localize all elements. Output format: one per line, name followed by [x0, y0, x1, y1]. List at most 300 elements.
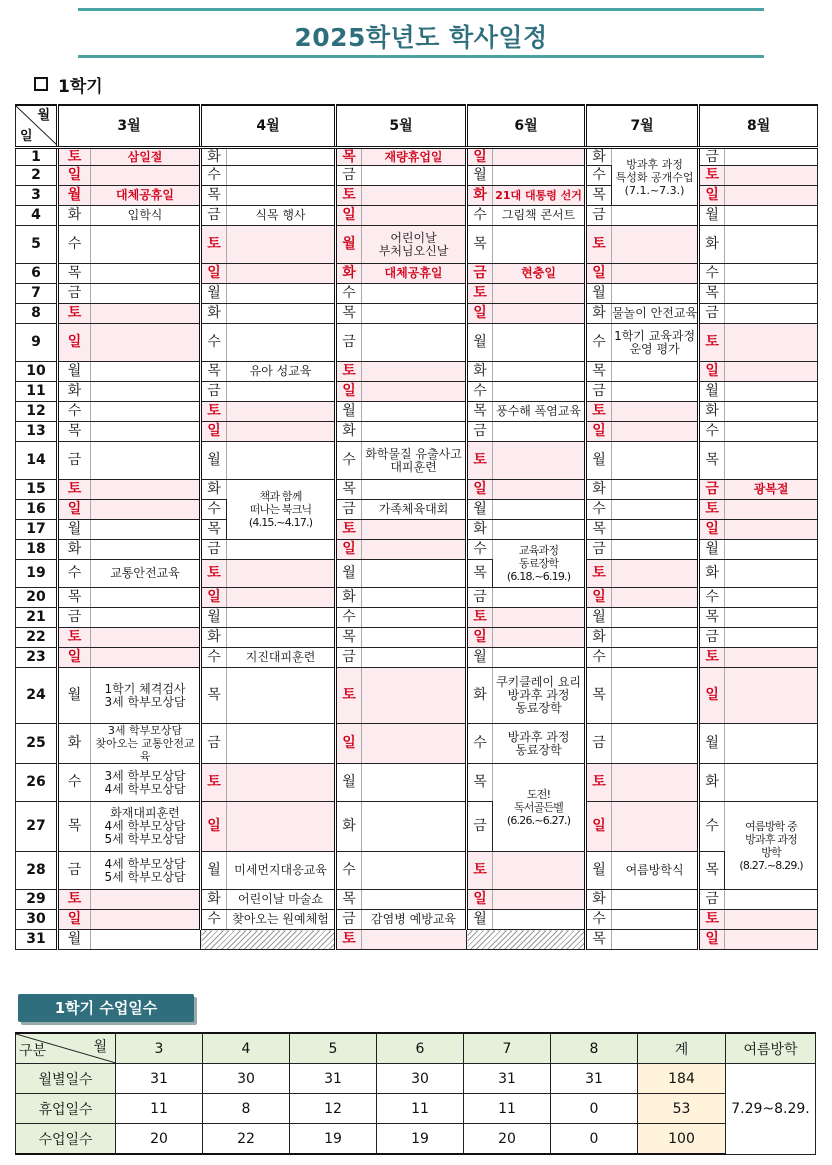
weekday-cell: 금	[336, 648, 362, 668]
weekday-cell: 토	[699, 500, 725, 520]
event-cell	[493, 324, 586, 362]
summary-cell: 19	[290, 1124, 377, 1155]
weekday-cell: 금	[467, 802, 493, 852]
event-cell: 입학식	[91, 206, 201, 226]
calendar-row	[16, 890, 818, 910]
weekday-cell: 화	[336, 422, 362, 442]
weekday-cell: 월	[58, 362, 91, 382]
weekday-cell: 토	[336, 930, 362, 950]
day-number: 12	[16, 402, 58, 422]
event-cell	[227, 764, 336, 802]
day-number: 6	[16, 264, 58, 284]
event-cell	[612, 608, 699, 628]
event-cell	[725, 166, 818, 186]
event-cell	[493, 500, 586, 520]
calendar-header-row	[16, 105, 818, 148]
summary-cell: 19	[377, 1124, 464, 1155]
weekday-cell: 목	[336, 628, 362, 648]
month-header-7: 7월	[586, 105, 699, 148]
event-cell	[493, 362, 586, 382]
weekday-cell: 금	[699, 890, 725, 910]
event-cell	[362, 304, 467, 324]
month-header-4: 4월	[201, 105, 336, 148]
event-cell	[362, 520, 467, 540]
day-number: 13	[16, 422, 58, 442]
weekday-cell: 금	[586, 206, 612, 226]
day-number: 16	[16, 500, 58, 520]
weekday-cell: 수	[336, 852, 362, 890]
event-cell	[493, 520, 586, 540]
weekday-cell: 일	[467, 628, 493, 648]
weekday-cell: 일	[699, 520, 725, 540]
weekday-cell: 일	[699, 668, 725, 724]
event-cell: 3세 학부모상담 4세 학부모상담	[91, 764, 201, 802]
event-cell	[612, 422, 699, 442]
weekday-cell: 수	[336, 608, 362, 628]
event-cell: 물놀이 안전교육	[612, 304, 699, 324]
event-cell	[91, 166, 201, 186]
weekday-cell: 목	[201, 520, 227, 540]
weekday-cell: 목	[467, 402, 493, 422]
weekday-cell: 토	[336, 520, 362, 540]
event-cell	[91, 324, 201, 362]
event-cell	[227, 166, 336, 186]
weekday-cell: 수	[58, 764, 91, 802]
weekday-cell: 화	[586, 148, 612, 166]
event-cell: 유아 성교육	[227, 362, 336, 382]
month-header-3: 3월	[58, 105, 201, 148]
calendar-row	[16, 764, 818, 802]
weekday-cell: 목	[699, 442, 725, 480]
weekday-cell: 금	[467, 422, 493, 442]
summary-cell: 31	[290, 1064, 377, 1094]
event-cell	[725, 520, 818, 540]
weekday-cell: 화	[699, 402, 725, 422]
event-cell	[612, 442, 699, 480]
weekday-cell: 금	[699, 628, 725, 648]
weekday-cell: 토	[201, 402, 227, 422]
weekday-cell: 목	[586, 520, 612, 540]
weekday-cell: 목	[58, 264, 91, 284]
event-cell	[493, 890, 586, 910]
day-number: 17	[16, 520, 58, 540]
weekday-cell: 월	[58, 930, 91, 950]
calendar-row	[16, 852, 818, 890]
weekday-cell: 화	[467, 668, 493, 724]
day-number: 11	[16, 382, 58, 402]
event-cell	[493, 628, 586, 648]
calendar-row	[16, 802, 818, 852]
event-cell: 찾아오는 원예체험	[227, 910, 336, 930]
academic-calendar-table	[15, 104, 818, 950]
summary-corner-right: 월	[93, 1039, 107, 1055]
event-cell: 미세먼지대응교육	[227, 852, 336, 890]
weekday-cell: 토	[586, 560, 612, 588]
weekday-cell: 금	[201, 724, 227, 764]
event-cell	[725, 910, 818, 930]
weekday-cell: 수	[586, 910, 612, 930]
event-cell	[227, 668, 336, 724]
event-cell: 1학기 교육과정 운영 평가	[612, 324, 699, 362]
weekday-cell: 일	[467, 148, 493, 166]
event-cell	[362, 852, 467, 890]
event-cell	[612, 724, 699, 764]
weekday-cell: 토	[336, 362, 362, 382]
summary-cell: 22	[203, 1124, 290, 1155]
calendar-row	[16, 500, 818, 520]
summary-total-header: 계	[638, 1033, 726, 1064]
weekday-cell: 토	[699, 166, 725, 186]
weekday-cell: 수	[336, 284, 362, 304]
summary-corner-left: 구분	[19, 1043, 47, 1059]
event-cell: 여름방학식	[612, 852, 699, 890]
event-cell: 방과후 과정 동료장학	[493, 724, 586, 764]
weekday-cell: 목	[586, 186, 612, 206]
event-cell: 가족체육대회	[362, 500, 467, 520]
weekday-cell: 월	[586, 442, 612, 480]
summary-cell: 31	[464, 1064, 551, 1094]
weekday-cell: 토	[586, 764, 612, 802]
weekday-cell: 수	[201, 910, 227, 930]
event-cell	[362, 206, 467, 226]
day-number: 30	[16, 910, 58, 930]
weekday-cell: 목	[201, 186, 227, 206]
event-cell: 재량휴업일	[362, 148, 467, 166]
day-number: 24	[16, 668, 58, 724]
summary-cell: 11	[116, 1094, 203, 1124]
weekday-cell: 일	[58, 910, 91, 930]
weekday-cell: 월	[58, 520, 91, 540]
weekday-cell: 금	[699, 480, 725, 500]
weekday-cell: 목	[586, 362, 612, 382]
weekday-cell: 일	[467, 480, 493, 500]
weekday-cell: 목	[699, 852, 725, 890]
summary-month-8: 8	[551, 1033, 638, 1064]
weekday-cell: 토	[467, 608, 493, 628]
event-cell	[493, 588, 586, 608]
weekday-cell: 화	[58, 382, 91, 402]
event-cell: 그림책 콘서트	[493, 206, 586, 226]
event-cell	[91, 910, 201, 930]
event-cell	[612, 764, 699, 802]
weekday-cell: 수	[58, 226, 91, 264]
summary-month-4: 4	[203, 1033, 290, 1064]
event-cell	[362, 668, 467, 724]
weekday-cell: 토	[467, 442, 493, 480]
weekday-cell: 목	[467, 226, 493, 264]
weekday-cell: 일	[699, 362, 725, 382]
event-cell	[91, 382, 201, 402]
calendar-row	[16, 724, 818, 764]
event-cell	[612, 588, 699, 608]
weekday-cell: 일	[699, 930, 725, 950]
weekday-cell: 일	[201, 802, 227, 852]
event-cell	[91, 540, 201, 560]
calendar-row	[16, 264, 818, 284]
event-cell	[612, 540, 699, 560]
event-cell	[725, 668, 818, 724]
weekday-cell: 토	[58, 304, 91, 324]
day-number: 25	[16, 724, 58, 764]
event-cell	[612, 560, 699, 588]
event-cell	[227, 802, 336, 852]
event-cell	[493, 284, 586, 304]
event-cell	[362, 402, 467, 422]
weekday-cell: 수	[586, 324, 612, 362]
title-rule-bottom	[78, 55, 764, 58]
event-cell	[725, 588, 818, 608]
event-cell	[362, 186, 467, 206]
weekday-cell: 월	[336, 402, 362, 422]
summary-cell: 0	[551, 1094, 638, 1124]
event-cell: 21대 대통령 선거	[493, 186, 586, 206]
event-cell	[612, 382, 699, 402]
event-cell	[612, 264, 699, 284]
day-number: 31	[16, 930, 58, 950]
weekday-cell: 금	[586, 382, 612, 402]
weekday-cell: 수	[201, 500, 227, 520]
day-number: 1	[16, 148, 58, 166]
day-number: 23	[16, 648, 58, 668]
summary-row-label: 수업일수	[16, 1124, 116, 1155]
weekday-cell: 수	[699, 588, 725, 608]
weekday-cell: 목	[699, 608, 725, 628]
calendar-row	[16, 628, 818, 648]
summary-cell: 0	[551, 1124, 638, 1155]
summary-cell: 8	[203, 1094, 290, 1124]
weekday-cell: 일	[336, 724, 362, 764]
event-cell	[91, 304, 201, 324]
weekday-cell: 월	[201, 852, 227, 890]
day-number: 14	[16, 442, 58, 480]
summary-month-3: 3	[116, 1033, 203, 1064]
event-cell	[227, 608, 336, 628]
weekday-cell: 토	[201, 226, 227, 264]
calendar-row	[16, 520, 818, 540]
event-cell: 책과 함께 떠나는 북크닉 (4.15.~4.17.)	[227, 480, 336, 540]
weekday-cell: 월	[467, 648, 493, 668]
summary-row-label: 휴업일수	[16, 1094, 116, 1124]
event-cell	[227, 304, 336, 324]
event-cell	[493, 422, 586, 442]
summary-cell: 20	[116, 1124, 203, 1155]
event-cell: 삼일절	[91, 148, 201, 166]
event-cell: 4세 학부모상담 5세 학부모상담	[91, 852, 201, 890]
summary-row-label: 월별일수	[16, 1064, 116, 1094]
event-cell	[227, 186, 336, 206]
summary-total-cell: 53	[638, 1094, 726, 1124]
event-cell: 여름방학 중 방과후 과정 방학 (8.27.~8.29.)	[725, 802, 818, 890]
summary-header-row	[16, 1033, 816, 1064]
event-cell	[725, 382, 818, 402]
event-cell	[362, 362, 467, 382]
summary-cell: 31	[551, 1064, 638, 1094]
event-cell	[227, 588, 336, 608]
weekday-cell: 금	[201, 206, 227, 226]
weekday-cell: 화	[586, 628, 612, 648]
corner-day-label: 일	[20, 129, 33, 144]
event-cell	[362, 724, 467, 764]
weekday-cell: 화	[586, 304, 612, 324]
weekday-cell: 일	[201, 588, 227, 608]
day-number: 9	[16, 324, 58, 362]
event-cell	[91, 362, 201, 382]
day-number: 4	[16, 206, 58, 226]
weekday-cell: 일	[586, 264, 612, 284]
event-cell	[362, 608, 467, 628]
event-cell	[612, 362, 699, 382]
event-cell	[725, 930, 818, 950]
weekday-cell: 월	[467, 166, 493, 186]
event-cell	[362, 628, 467, 648]
event-cell	[362, 648, 467, 668]
event-cell	[227, 382, 336, 402]
weekday-cell: 화	[201, 480, 227, 500]
calendar-row	[16, 930, 818, 950]
weekday-cell: 화	[336, 802, 362, 852]
summary-cell: 30	[203, 1064, 290, 1094]
event-cell	[725, 500, 818, 520]
weekday-cell: 일	[586, 422, 612, 442]
calendar-row	[16, 382, 818, 402]
weekday-cell: 월	[586, 284, 612, 304]
event-cell	[612, 402, 699, 422]
weekday-cell: 화	[201, 890, 227, 910]
weekday-cell: 목	[201, 362, 227, 382]
event-cell	[91, 588, 201, 608]
event-cell	[493, 226, 586, 264]
event-cell: 교통안전교육	[91, 560, 201, 588]
empty-day-cell	[201, 930, 336, 950]
summary-month-6: 6	[377, 1033, 464, 1064]
summary-cell: 30	[377, 1064, 464, 1094]
weekday-cell: 월	[467, 500, 493, 520]
corner-cell	[16, 105, 58, 148]
weekday-cell: 금	[467, 264, 493, 284]
month-header-8: 8월	[699, 105, 818, 148]
event-cell	[91, 480, 201, 500]
event-cell	[91, 520, 201, 540]
title-rule-top	[78, 8, 764, 11]
weekday-cell: 일	[58, 500, 91, 520]
calendar-row	[16, 422, 818, 442]
event-cell	[725, 724, 818, 764]
weekday-cell: 토	[586, 226, 612, 264]
calendar-row	[16, 540, 818, 560]
day-number: 8	[16, 304, 58, 324]
weekday-cell: 월	[336, 226, 362, 264]
semester-heading-label: 1학기	[58, 77, 103, 97]
weekday-cell: 수	[201, 648, 227, 668]
weekday-cell: 일	[58, 324, 91, 362]
weekday-cell: 일	[586, 588, 612, 608]
weekday-cell: 목	[467, 560, 493, 588]
day-number: 28	[16, 852, 58, 890]
event-cell	[725, 304, 818, 324]
event-cell: 화재대피훈련 4세 학부모상담 5세 학부모상담	[91, 802, 201, 852]
event-cell	[91, 264, 201, 284]
event-cell: 어린이날 마술쇼	[227, 890, 336, 910]
weekday-cell: 일	[336, 382, 362, 402]
summary-month-7: 7	[464, 1033, 551, 1064]
event-cell	[493, 148, 586, 166]
event-cell	[91, 422, 201, 442]
event-cell: 광복절	[725, 480, 818, 500]
summary-label: 1학기 수업일수	[18, 994, 194, 1022]
weekday-cell: 토	[58, 628, 91, 648]
weekday-cell: 목	[201, 668, 227, 724]
event-cell	[725, 540, 818, 560]
weekday-cell: 화	[699, 226, 725, 264]
event-cell	[493, 166, 586, 186]
summary-row	[16, 1094, 816, 1124]
event-cell	[612, 520, 699, 540]
weekday-cell: 금	[586, 540, 612, 560]
summary-cell: 11	[464, 1094, 551, 1124]
event-cell	[227, 560, 336, 588]
day-number: 26	[16, 764, 58, 802]
weekday-cell: 일	[58, 166, 91, 186]
summary-vacation-value: 7.29~8.29.	[726, 1064, 816, 1155]
event-cell	[227, 324, 336, 362]
weekday-cell: 수	[586, 648, 612, 668]
event-cell	[227, 402, 336, 422]
class-days-summary-table	[15, 1032, 816, 1155]
weekday-cell: 일	[467, 890, 493, 910]
event-cell	[91, 608, 201, 628]
corner-month-label: 월	[37, 108, 50, 123]
event-cell	[227, 264, 336, 284]
weekday-cell: 수	[336, 442, 362, 480]
weekday-cell: 화	[586, 480, 612, 500]
event-cell: 화학물질 유출사고 대피훈련	[362, 442, 467, 480]
event-cell	[362, 422, 467, 442]
weekday-cell: 금	[336, 166, 362, 186]
weekday-cell: 수	[58, 402, 91, 422]
weekday-cell: 토	[58, 148, 91, 166]
event-cell	[612, 910, 699, 930]
event-cell: 1학기 체격검사 3세 학부모상담	[91, 668, 201, 724]
weekday-cell: 화	[467, 362, 493, 382]
event-cell	[227, 422, 336, 442]
day-number: 22	[16, 628, 58, 648]
weekday-cell: 금	[58, 852, 91, 890]
weekday-cell: 일	[201, 264, 227, 284]
event-cell: 지진대피훈련	[227, 648, 336, 668]
weekday-cell: 월	[58, 668, 91, 724]
calendar-row	[16, 480, 818, 500]
event-cell	[725, 362, 818, 382]
event-cell: 식목 행사	[227, 206, 336, 226]
event-cell: 교육과정 동료장학 (6.18.~6.19.)	[493, 540, 586, 588]
summary-cell: 12	[290, 1094, 377, 1124]
event-cell	[725, 324, 818, 362]
weekday-cell: 화	[699, 560, 725, 588]
weekday-cell: 화	[201, 304, 227, 324]
weekday-cell: 목	[58, 802, 91, 852]
event-cell: 현충일	[493, 264, 586, 284]
event-cell	[227, 284, 336, 304]
event-cell	[362, 890, 467, 910]
weekday-cell: 월	[58, 186, 91, 206]
day-number: 29	[16, 890, 58, 910]
event-cell	[91, 890, 201, 910]
event-cell	[362, 480, 467, 500]
weekday-cell: 일	[467, 304, 493, 324]
event-cell	[362, 802, 467, 852]
event-cell	[725, 284, 818, 304]
event-cell	[227, 724, 336, 764]
